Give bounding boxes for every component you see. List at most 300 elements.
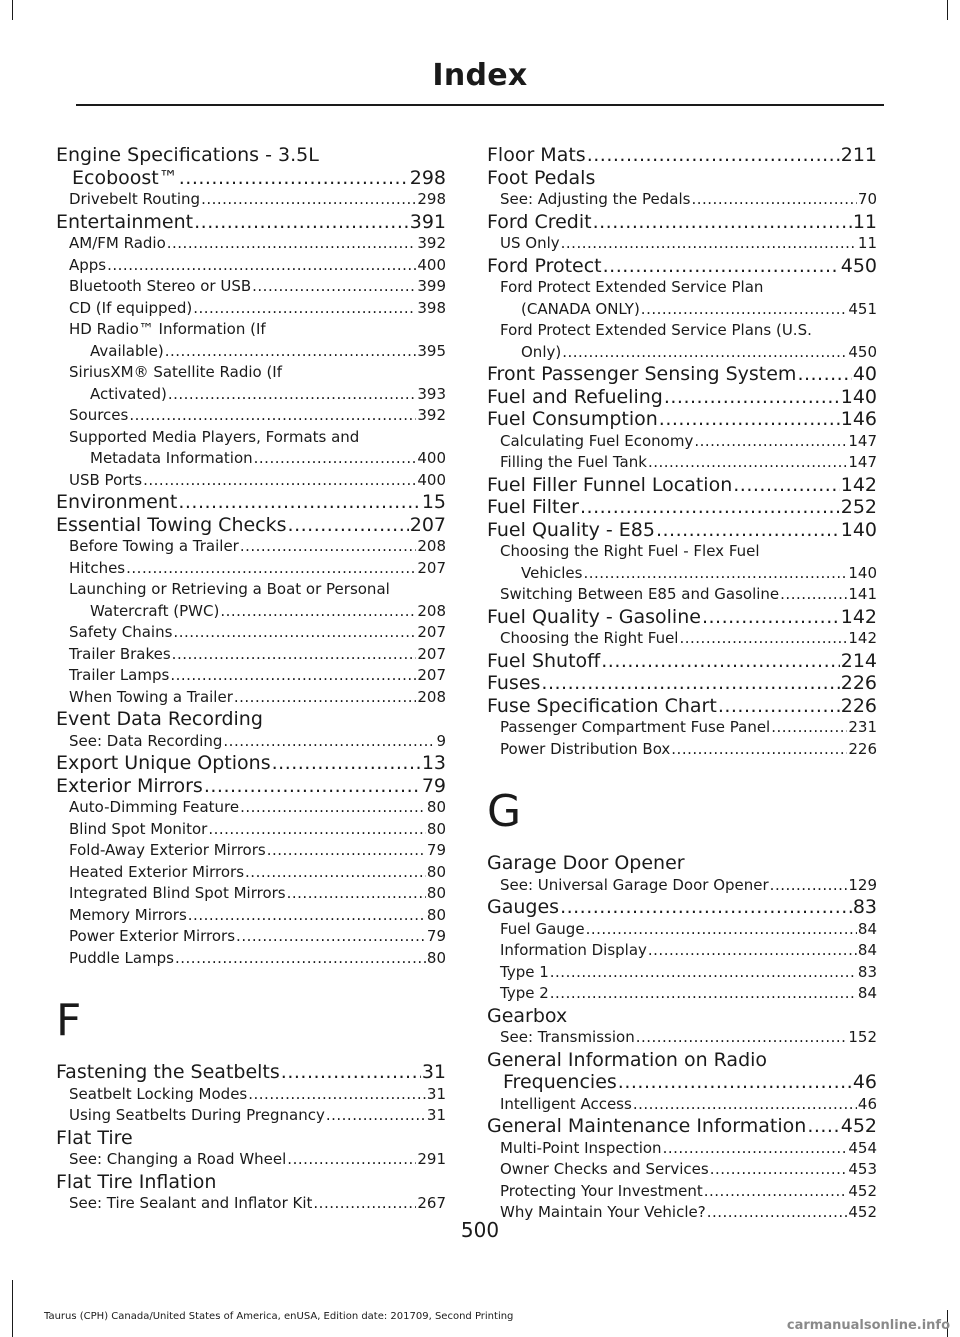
entry-page-number: 267 [417,1194,446,1212]
entry-text: Ecoboost™ [72,166,178,189]
dot-leader [287,883,426,905]
entry-page-number: 83 [852,896,877,918]
entry-text: Owner Checks and Services [500,1160,709,1178]
entry-text: Intelligent Access [500,1094,632,1113]
entry-page-number: 146 [840,408,877,430]
dot-leader [641,299,848,321]
index-subentry[interactable] [56,427,446,470]
index-entry[interactable] [487,211,877,234]
index-subentry[interactable] [487,983,877,1005]
section-letter: G [487,786,522,837]
dot-leader [288,514,409,537]
index-subentry[interactable] [487,739,877,761]
index-subentry[interactable] [56,1149,446,1171]
index-subentry[interactable] [56,405,446,427]
crop-mark-bottom-left [12,1280,13,1337]
entry-text: Frequencies [503,1071,617,1093]
entry-text: Ford Protect [487,254,602,277]
index-subentry[interactable] [487,628,877,650]
entry-page-number: 207 [417,558,446,577]
dot-leader [248,1084,426,1106]
dot-leader [201,189,416,211]
dot-leader [178,491,420,514]
entry-page-number: 80 [426,948,446,967]
entry-text: Why Maintain Your Vehicle? [500,1203,706,1221]
dot-leader [267,840,426,862]
dot-leader [272,752,421,775]
entry-text: Ford Protect Extended Service Plans (U.S. [500,321,812,339]
dot-leader [287,1149,416,1171]
entry-text: Before Towing a Trailer [69,537,239,555]
entry-text: Choosing the Right Fuel - Flex Fuel [500,542,760,560]
entry-page-number: 80 [426,884,446,902]
index-column-left [56,144,446,1215]
dot-leader [562,342,847,364]
entry-page-number: 399 [417,277,446,295]
dot-leader [601,650,839,673]
entry-page-number: 391 [409,210,446,233]
dot-leader [580,496,840,519]
dot-leader [691,189,856,211]
entry-text: Fuel Quality - Gasoline [487,605,701,628]
entry-text: Ford Protect Extended Service Plan [500,278,764,296]
entry-page-number: 141 [848,585,877,603]
index-entry[interactable] [56,1127,446,1150]
entry-text: Fold-Away Exterior Mirrors [69,841,266,859]
section-letter: F [56,995,82,1046]
index-entry[interactable] [56,144,446,189]
entry-text: Puddle Lamps [69,948,174,967]
dot-leader [252,276,416,298]
index-subentry[interactable] [56,819,446,841]
entry-text: Seatbelt Locking Modes [69,1084,248,1103]
index-entry[interactable] [56,752,446,775]
index-subentry[interactable] [56,319,446,362]
dot-leader [204,775,421,798]
index-entry[interactable] [487,650,877,673]
dot-leader [583,563,847,585]
dot-leader [193,298,416,320]
entry-text: Type 2 [500,984,549,1002]
entry-text: Exterior Mirrors [56,774,203,797]
index-subentry[interactable] [487,940,877,962]
entry-text: Essential Towing Checks [56,513,287,536]
crop-mark-top-left [12,0,13,20]
entry-page-number: 147 [848,431,877,450]
dot-leader [188,905,426,927]
entry-text: Launching or Retrieving a Boat or Personal [69,580,390,598]
entry-text: Export Unique Options [56,752,271,774]
entry-text: See: Adjusting the Pedals [500,190,691,208]
entry-page-number: 11 [852,210,877,233]
entry-text: Multi-Point Inspection [500,1138,662,1157]
entry-page-number: 11 [857,234,877,252]
dot-leader [648,940,857,962]
entry-text: Vehicles [521,563,583,582]
entry-page-number: 291 [417,1150,446,1168]
entry-text: Fuel and Refueling [487,385,663,408]
index-entry[interactable] [487,363,877,386]
index-subentry[interactable] [56,731,446,753]
entry-text: AM/FM Radio [69,234,166,252]
entry-text: Trailer Lamps [69,666,170,684]
entry-page-number: 392 [417,234,446,252]
entry-text: Flat Tire [56,1126,133,1149]
entry-text: Available) [90,341,164,360]
entry-page-number: 226 [840,694,877,717]
index-column-right [487,144,877,1224]
index-subentry[interactable] [487,919,877,941]
entry-text: Event Data Recording [56,708,263,730]
entry-text: Ford Credit [487,210,592,233]
index-subentry[interactable] [487,320,877,363]
entry-text: Information Display [500,941,647,959]
entry-text: Trailer Brakes [69,644,171,663]
entry-text: General Information on Radio [487,1048,768,1071]
index-subentry[interactable] [56,1105,446,1127]
dot-leader [587,144,840,167]
dot-leader [718,695,840,718]
entry-text: Using Seatbelts During Pregnancy [69,1106,325,1124]
entry-text: Supported Media Players, Formats and [69,427,360,446]
index-subentry[interactable] [56,862,446,884]
dot-leader [659,408,840,431]
index-subentry[interactable] [56,840,446,862]
index-entry[interactable] [56,211,446,234]
dot-leader [172,644,417,666]
index-subentry[interactable] [56,644,446,666]
entry-page-number: 129 [848,875,877,894]
dot-leader [223,731,435,753]
entry-text: Hitches [69,558,126,577]
entry-text: See: Data Recording [69,731,223,750]
entry-page-number: 298 [409,166,446,189]
dot-leader [220,601,416,623]
entry-page-number: 226 [848,739,877,758]
dot-leader [702,606,840,629]
index-entry[interactable] [487,255,877,278]
index-subentry[interactable] [487,1181,877,1203]
index-subentry[interactable] [56,883,446,905]
dot-leader [656,519,840,542]
dot-leader [107,255,416,277]
entry-page-number: 31 [421,1061,446,1083]
index-subentry[interactable] [487,541,877,584]
dot-leader [129,405,416,427]
dot-leader [173,622,416,644]
entry-page-number: 147 [848,453,877,471]
index-entry[interactable] [487,519,877,542]
entry-text: Calculating Fuel Economy [500,431,694,450]
index-subentry[interactable] [56,470,446,492]
entry-page-number: 452 [848,1203,877,1221]
entry-text: Metadata Information [90,449,253,467]
entry-page-number: 454 [848,1138,877,1157]
entry-page-number: 400 [417,449,446,467]
dot-leader [165,341,417,363]
entry-page-number: 207 [417,644,446,663]
entry-text: Type 1 [500,962,549,981]
entry-page-number: 392 [417,406,446,424]
index-subentry[interactable] [487,277,877,320]
dot-leader [603,255,840,278]
dot-leader [194,211,409,234]
index-entry[interactable] [487,606,877,629]
dot-leader [167,233,417,255]
entry-text: Integrated Blind Spot Mirrors [69,884,286,902]
index-subentry[interactable] [56,1084,446,1106]
entry-text: Environment [56,491,178,513]
entry-text: See: Tire Sealant and Inflator Kit [69,1194,313,1212]
dot-leader [648,452,847,474]
entry-text: Fuse Specification Chart [487,694,717,717]
entry-text: Gearbox [487,1004,568,1027]
dot-leader [550,983,857,1005]
entry-text: Engine Specifications - 3.5L [56,144,319,166]
index-entry[interactable] [487,474,877,497]
entry-page-number: 450 [848,342,877,361]
entry-page-number: 31 [426,1084,446,1103]
index-entry[interactable] [487,1115,877,1138]
entry-text: Passenger Compartment Fuse Panel [500,718,771,736]
entry-page-number: 15 [421,491,446,513]
dot-leader [550,962,857,984]
entry-page-number: 231 [848,718,877,736]
index-subentry[interactable] [487,189,877,211]
dot-leader [694,431,847,453]
page-title: Index [432,58,528,93]
index-entry[interactable] [56,775,446,798]
dot-leader [240,536,417,558]
dot-leader [618,1071,852,1094]
index-subentry[interactable] [56,926,446,948]
index-subentry[interactable] [487,1027,877,1049]
index-entry[interactable] [487,496,877,519]
dot-leader [313,1193,416,1215]
index-entry[interactable] [56,514,446,537]
dot-leader [771,717,847,739]
index-subentry[interactable] [487,233,877,255]
entry-text: When Towing a Trailer [69,687,233,706]
index-entry[interactable] [487,695,877,718]
entry-text: Fastening the Seatbelts [56,1061,280,1083]
entry-text: Garage Door Opener [487,852,685,874]
index-entry[interactable] [56,491,446,514]
entry-page-number: 140 [848,563,877,582]
entry-page-number: 84 [857,984,877,1002]
dot-leader [663,1138,848,1160]
entry-page-number: 79 [426,927,446,945]
index-entry[interactable] [487,852,877,875]
index-subentry[interactable] [56,948,446,970]
dot-leader [560,896,852,919]
entry-text: See: Changing a Road Wheel [69,1150,287,1168]
index-subentry[interactable] [487,584,877,606]
dot-leader [179,167,409,190]
index-entry[interactable] [487,408,877,431]
entry-text: CD (If equipped) [69,298,193,317]
dot-leader [797,363,851,386]
entry-page-number: 80 [426,905,446,924]
index-entry[interactable] [487,672,877,695]
index-subentry[interactable] [56,558,446,580]
index-subentry[interactable] [487,1094,877,1116]
entry-text: General Maintenance Information [487,1115,807,1137]
index-subentry[interactable] [56,665,446,687]
entry-page-number: 211 [840,144,877,166]
entry-page-number: 31 [426,1106,446,1124]
dot-leader [208,819,426,841]
footer-edition-text: Taurus (CPH) Canada/United States of America, enUSA, Edition date: 201709, Second Printing [44,1311,514,1322]
entry-page-number: 84 [857,941,877,959]
index-subentry[interactable] [487,1138,877,1160]
dot-leader [541,672,839,695]
index-entry[interactable] [487,167,877,190]
entry-text: Choosing the Right Fuel [500,629,679,647]
entry-text: Fuses [487,672,541,694]
dot-leader [126,558,416,580]
dot-leader [679,628,847,650]
entry-text: Entertainment [56,210,194,233]
index-subentry[interactable] [487,431,877,453]
index-subentry[interactable] [56,233,446,255]
entry-page-number: 252 [840,496,877,518]
entry-page-number: 84 [857,919,877,938]
entry-page-number: 208 [417,601,446,620]
entry-page-number: 70 [857,190,877,208]
entry-text: Fuel Shutoff [487,649,601,672]
index-subentry[interactable] [56,276,446,298]
dot-leader [170,665,416,687]
entry-text: See: Universal Garage Door Opener [500,875,769,894]
index-entry[interactable] [56,1061,446,1084]
index-subentry[interactable] [487,452,877,474]
index-entry[interactable] [56,1171,446,1194]
dot-leader [245,862,426,884]
entry-text: Blind Spot Monitor [69,819,208,838]
index-subentry[interactable] [487,962,877,984]
dot-leader [770,875,848,897]
entry-text: Heated Exterior Mirrors [69,862,245,881]
index-subentry[interactable] [56,255,446,277]
index-entry[interactable] [487,386,877,409]
dot-leader [240,797,426,819]
entry-page-number: 393 [417,384,446,403]
index-subentry[interactable] [56,622,446,644]
entry-text: Protecting Your Investment [500,1181,703,1200]
entry-text: Fuel Gauge [500,919,585,938]
entry-text: (CANADA ONLY) [521,299,640,318]
entry-text: Apps [69,255,107,274]
index-entry[interactable] [487,144,877,167]
entry-text: See: Transmission [500,1028,635,1046]
index-subentry[interactable] [56,362,446,405]
index-entry[interactable] [487,1005,877,1028]
index-subentry[interactable] [487,875,877,897]
entry-page-number: 140 [840,518,877,541]
entry-page-number: 226 [840,672,877,694]
index-entry[interactable] [487,1049,877,1094]
index-subentry[interactable] [56,189,446,211]
entry-page-number: 395 [417,341,446,360]
entry-page-number: 298 [417,190,446,208]
entry-text: Drivebelt Routing [69,190,201,208]
index-subentry[interactable] [56,1193,446,1215]
dot-leader [807,1115,839,1138]
dot-leader [593,211,852,234]
entry-page-number: 400 [417,470,446,489]
entry-page-number: 140 [840,385,877,408]
dot-leader [636,1027,848,1049]
entry-page-number: 208 [417,687,446,706]
entry-page-number: 80 [426,819,446,838]
entry-text: Only) [521,342,562,361]
entry-text: Sources [69,406,129,424]
dot-leader [710,1159,848,1181]
entry-page-number: 142 [840,473,877,496]
entry-page-number: 452 [840,1115,877,1137]
index-subentry[interactable] [56,298,446,320]
entry-text: USB Ports [69,470,143,489]
entry-page-number: 207 [409,513,446,536]
entry-text: Foot Pedals [487,166,596,189]
index-subentry[interactable] [56,579,446,622]
index-subentry[interactable] [487,717,877,739]
index-entry[interactable] [487,896,877,919]
dot-leader [281,1061,421,1084]
entry-page-number: 80 [426,798,446,816]
entry-page-number: 13 [421,752,446,774]
entry-page-number: 451 [848,299,877,318]
index-subentry[interactable] [56,797,446,819]
index-subentry[interactable] [487,1159,877,1181]
index-entry[interactable] [56,708,446,731]
dot-leader [733,474,839,497]
entry-page-number: 398 [417,298,446,317]
index-subentry[interactable] [56,687,446,709]
entry-text: Safety Chains [69,623,173,641]
entry-page-number: 207 [417,623,446,641]
entry-text: Bluetooth Stereo or USB [69,277,252,295]
entry-text: Front Passenger Sensing System [487,363,797,385]
entry-text: SiriusXM® Satellite Radio (If [69,363,283,381]
dot-leader [780,584,847,606]
index-subentry[interactable] [56,905,446,927]
entry-text: US Only [500,234,560,252]
watermark-logo: carmanualsonline.info [786,1318,950,1333]
entry-text: Flat Tire Inflation [56,1170,217,1193]
dot-leader [168,384,417,406]
dot-leader [236,926,426,948]
entry-page-number: 40 [852,363,877,385]
entry-page-number: 9 [436,731,446,750]
dot-leader [234,687,416,709]
entry-page-number: 142 [848,629,877,647]
index-subentry[interactable] [56,536,446,558]
entry-page-number: 83 [857,962,877,981]
entry-text: Gauges [487,896,560,918]
entry-text: Activated) [90,384,167,403]
dot-leader [254,448,417,470]
title-rule [76,104,884,106]
entry-text: Power Distribution Box [500,739,671,758]
dot-leader [671,739,847,761]
entry-text: Power Exterior Mirrors [69,927,236,945]
entry-text: Fuel Filler Funnel Location [487,473,733,496]
entry-page-number: 80 [426,862,446,881]
entry-text: Memory Mirrors [69,905,187,924]
page-number: 500 [460,1218,500,1242]
